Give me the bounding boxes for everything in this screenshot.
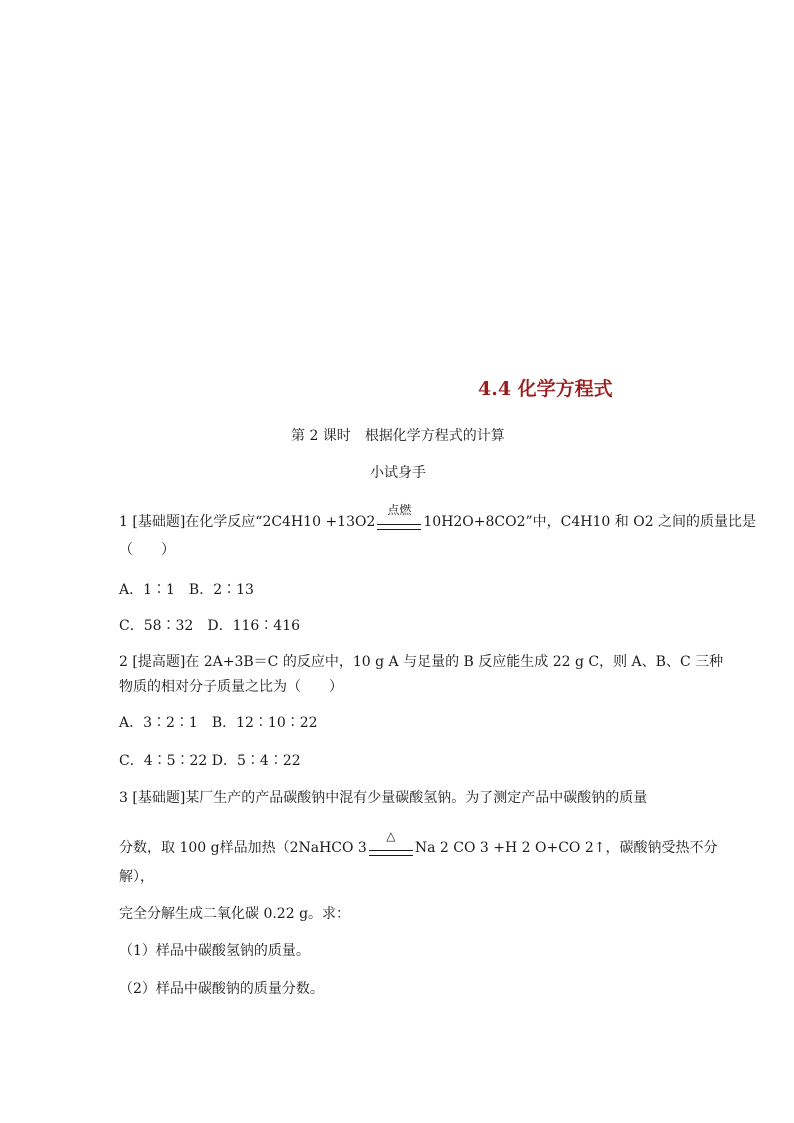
page-title: 4.4 化学方程式 (478, 378, 613, 400)
q1-reaction-condition (375, 503, 423, 526)
q2-options-ab: A．3∶2∶1 B．12∶10∶22 (119, 715, 318, 731)
equals-sign-icon (377, 524, 421, 530)
lesson-topic: 根据化学方程式的计算 (364, 428, 505, 444)
q3-stem-line2-pre: 分数，取 100 g样品加热（2NaHCO 3 (119, 840, 367, 856)
q3-stem-line3: 解）， (119, 869, 154, 885)
q3-condition-label: △ (386, 829, 396, 843)
q3-subquestion-1: （1）样品中碳酸氢钠的质量。 (119, 943, 310, 959)
lesson-number: 第 2 课时 (291, 428, 351, 444)
q3-stem-line2-post: Na 2 CO 3 +H 2 O+CO 2↑，碳酸钠受热不分 (414, 840, 718, 856)
q1-blank: （ ） (119, 542, 175, 558)
q1-stem (119, 503, 757, 532)
q3-stem-line4: 完全分解生成二氧化碳 0.22 g。求： (119, 906, 351, 922)
q2-stem-line1: 2 [提高题]在 2A+3B＝C 的反应中，10 g A 与足量的 B 反应能生成 22 g C，则 A、B、C 三种 (119, 654, 724, 670)
q3-stem-line2 (119, 829, 718, 858)
section-heading: 小试身手 (370, 465, 426, 481)
lesson-subtitle (291, 425, 505, 445)
q1-options-cd: C．58∶32 D．116∶416 (119, 618, 301, 634)
equals-sign-icon (369, 850, 413, 856)
q2-stem-line2: 物质的相对分子质量之比为（ ） (119, 679, 343, 695)
q3-stem-line1: 3 [基础题]某厂生产的产品碳酸钠中混有少量碳酸氢钠。为了测定产品中碳酸钠的质量 (119, 790, 648, 806)
q1-options-ab: A．1∶1 B．2∶13 (119, 582, 254, 598)
q3-subquestion-2: （2）样品中碳酸钠的质量分数。 (119, 981, 324, 997)
q3-reaction-condition (367, 829, 415, 852)
q1-condition-label: 点燃 (387, 503, 412, 517)
q1-stem-pre: 1 [基础题]在化学反应“2C4H10 +13O2 (119, 514, 376, 530)
q2-options-cd: C．4∶5∶22 D．5∶4∶22 (119, 753, 301, 769)
q1-stem-post: 10H2O+8CO2”中，C4H10 和 O2 之间的质量比是 (423, 514, 757, 530)
